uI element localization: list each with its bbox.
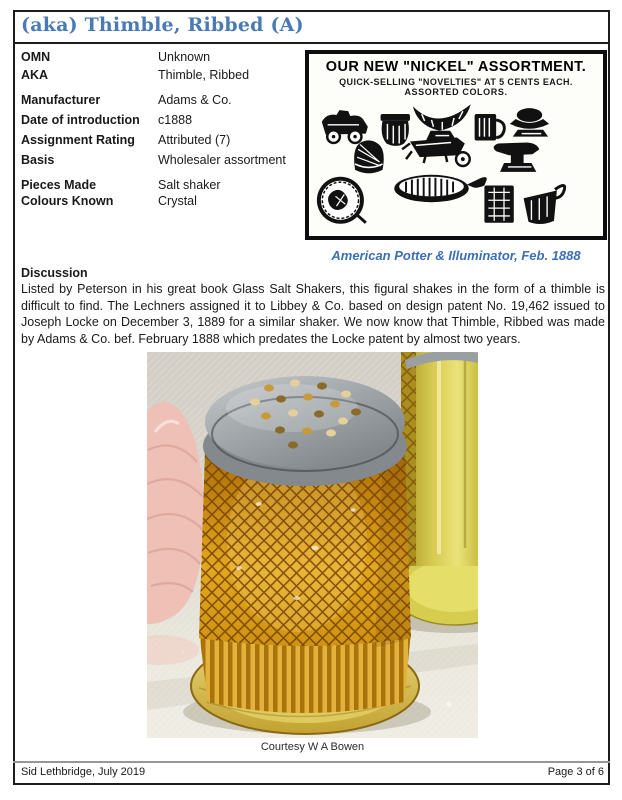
thimble-shaker bbox=[183, 376, 431, 734]
ad-item-hat-stand-icon bbox=[510, 108, 549, 136]
field-label: AKA bbox=[21, 68, 49, 82]
advert-caption: American Potter & Illuminator, Feb. 1888 bbox=[331, 248, 581, 263]
field-label: Assignment Rating bbox=[21, 133, 135, 147]
footer-page-number: Page 3 of 6 bbox=[547, 766, 604, 778]
ad-item-canoe-icon bbox=[413, 104, 471, 141]
advert-subline-2: ASSORTED COLORS. bbox=[404, 87, 508, 97]
discussion-body: Listed by Peterson in his great book Glass Salt Shakers, this figural shakes in the form of a thimble is difficult to find. The Lechners assigned it to Libbey & Co. based on design patent No. 19,462 issued to Joseph Locke on December 3, 1889 for a similar shaker. We now know that Thimble, Ribbed was made by Adams & Co. bef. February 1888 which predates the Locke patent by almost two years. bbox=[21, 282, 605, 346]
table-row bbox=[21, 113, 301, 128]
advert-subline-1: QUICK-SELLING "NOVELTIES" AT 5 CENTS EACH. bbox=[339, 77, 573, 87]
table-row bbox=[21, 50, 301, 65]
ad-item-ribbed-pot-icon bbox=[381, 114, 410, 146]
advert-headline: OUR NEW "NICKEL" ASSORTMENT. bbox=[325, 59, 587, 75]
field-label: OMN bbox=[21, 50, 51, 64]
field-value: Attributed (7) bbox=[158, 133, 231, 147]
shaker-photo-art bbox=[147, 352, 478, 738]
field-label: Pieces Made bbox=[21, 178, 97, 192]
ad-item-square-basket-icon bbox=[484, 186, 513, 223]
field-label: Date of introduction bbox=[21, 113, 140, 127]
ad-item-wheelbarrow-icon bbox=[402, 138, 470, 166]
photo-caption: Courtesy W A Bowen bbox=[260, 741, 365, 753]
field-label: Basis bbox=[21, 153, 55, 167]
field-label: Manufacturer bbox=[21, 93, 101, 107]
page-title: (aka) Thimble, Ribbed (A) bbox=[21, 14, 304, 36]
advert-illustrations bbox=[312, 98, 600, 231]
table-row bbox=[21, 153, 301, 168]
ad-item-skillet-icon bbox=[394, 175, 487, 202]
field-value: Wholesaler assortment bbox=[158, 153, 286, 167]
advert-clipping bbox=[305, 50, 607, 240]
ad-item-mug-icon bbox=[475, 114, 505, 140]
ad-item-anvil-icon bbox=[494, 142, 540, 171]
ad-item-medallion-plate-icon bbox=[317, 177, 366, 224]
field-value: Salt shaker bbox=[158, 178, 221, 192]
table-row bbox=[21, 133, 301, 148]
field-value: Adams & Co. bbox=[158, 93, 232, 107]
field-value: Crystal bbox=[158, 194, 197, 208]
footer-divider bbox=[13, 761, 610, 763]
footer-author: Sid Lethbridge, July 2019 bbox=[21, 766, 146, 778]
ad-item-coal-scuttle-icon bbox=[524, 186, 565, 225]
table-row bbox=[21, 93, 301, 108]
title-divider bbox=[13, 42, 610, 44]
photo-thimble-shaker bbox=[147, 352, 478, 738]
field-value: c1888 bbox=[158, 113, 193, 127]
table-row bbox=[21, 194, 301, 209]
ad-item-toy-cart-icon bbox=[322, 110, 368, 143]
field-value: Thimble, Ribbed bbox=[158, 68, 250, 82]
field-value: Unknown bbox=[158, 50, 211, 64]
field-label: Colours Known bbox=[21, 194, 114, 208]
table-row bbox=[21, 68, 301, 83]
ad-item-thimble-icon bbox=[354, 140, 384, 173]
info-table bbox=[21, 50, 301, 209]
table-row bbox=[21, 178, 301, 193]
discussion-heading: Discussion bbox=[21, 266, 88, 280]
